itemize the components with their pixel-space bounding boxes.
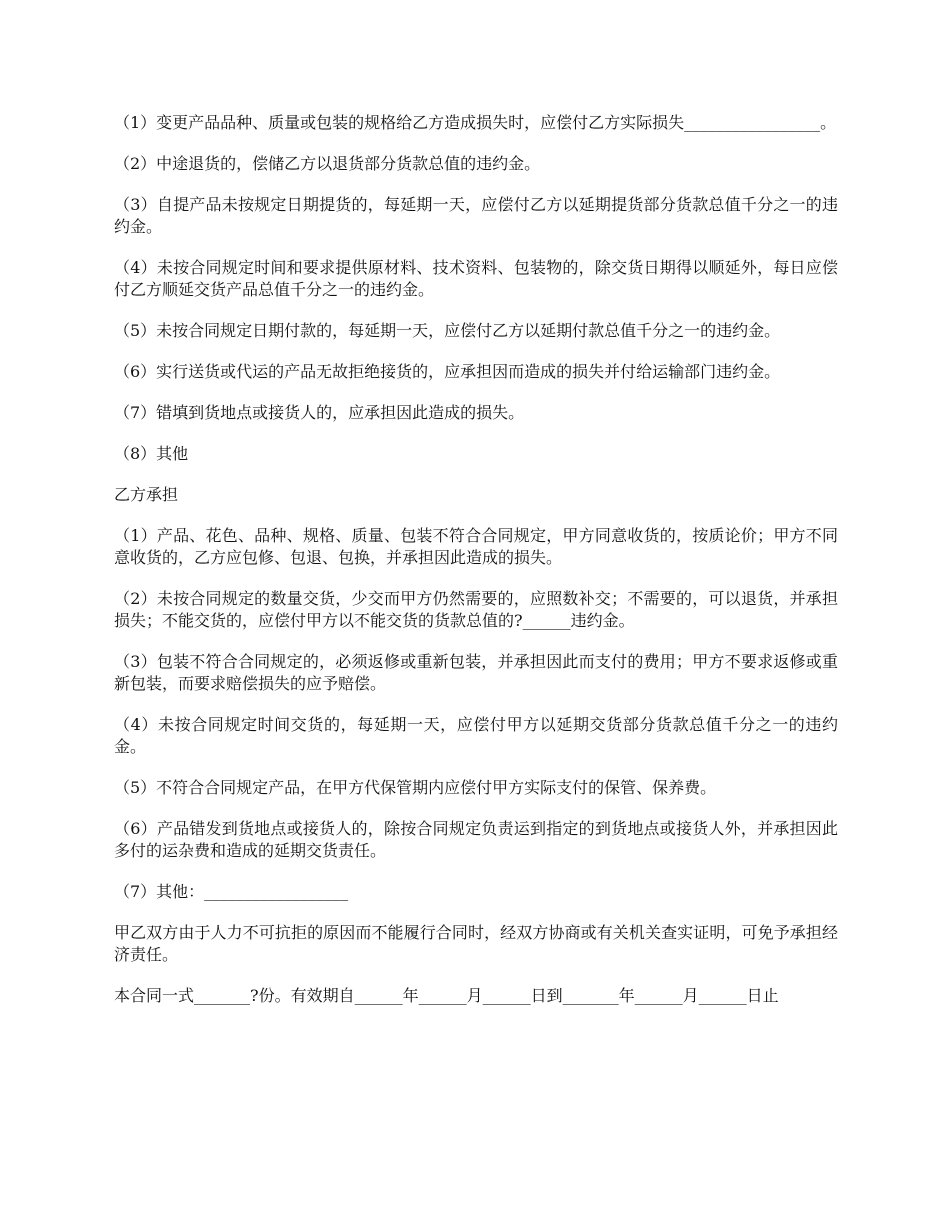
paragraph-party-a-7: （7）错填到货地点或接货人的，应承担因此造成的损失。 <box>114 403 525 422</box>
paragraph-party-a-2: （2）中途退货的，偿储乙方以退货部分货款总值的违约金。 <box>114 154 541 173</box>
paragraph-party-a-1: （1）变更产品品种、质量或包装的规格给乙方造成损失时，应偿付乙方实际损失_________________。 <box>114 113 837 132</box>
paragraph-party-b-5: （5）不符合合同规定产品，在甲方代保管期内应偿付甲方实际支付的保管、保养费。 <box>114 778 717 797</box>
paragraph-party-a-4: （4）未按合同规定时间和要求提供原材料、技术资料、包装物的，除交货日期得以顺延外，每日应偿付乙方顺延交货产品总值千分之一的违约金。 <box>114 258 838 299</box>
contract-page <box>114 112 838 1026</box>
paragraph-party-a-8: （8）其他 <box>114 444 189 463</box>
section-heading-party-b: 乙方承担 <box>114 485 179 504</box>
paragraph-force-majeure: 甲乙双方由于人力不可抗拒的原因而不能履行合同时，经双方协商或有关机关查实证明，可免予承担经济责任。 <box>114 923 838 964</box>
paragraph-contract-term: 本合同一式_______?份。有效期自______年______月______日到_______年______月______日止 <box>114 986 779 1005</box>
paragraph-party-b-4: （4）未按合同规定时间交货的，每延期一天，应偿付甲方以延期交货部分货款总值千分之一的违约金。 <box>114 715 838 756</box>
paragraph-party-b-6: （6）产品错发到货地点或接货人的，除按合同规定负责运到指定的到货地点或接货人外，并承担因此多付的运杂费和造成的延期交货责任。 <box>114 819 838 860</box>
paragraph-party-a-5: （5）未按合同规定日期付款的，每延期一天，应偿付乙方以延期付款总值千分之一的违约金。 <box>114 321 781 340</box>
paragraph-party-a-3: （3）自提产品未按规定日期提货的，每延期一天，应偿付乙方以延期提货部分货款总值千分之一的违约金。 <box>114 195 838 236</box>
paragraph-party-b-7: （7）其他：__________________ <box>114 882 349 901</box>
paragraph-party-b-3: （3）包装不符合合同规定的，必须返修或重新包装，并承担因此而支付的费用；甲方不要求返修或重新包装，而要求赔偿损失的应予赔偿。 <box>114 652 838 693</box>
paragraph-party-b-1: （1）产品、花色、品种、规格、质量、包装不符合合同规定，甲方同意收货的，按质论价；甲方不同意收货的，乙方应包修、包退、包换，并承担因此造成的损失。 <box>114 526 838 567</box>
paragraph-party-b-2: （2）未按合同规定的数量交货，少交而甲方仍然需要的，应照数补交；不需要的，可以退货，并承担损失；不能交货的，应偿付甲方以不能交货的货款总值的?______违约金。 <box>114 589 838 630</box>
paragraph-party-a-6: （6）实行送货或代运的产品无故拒绝接货的，应承担因而造成的损失并付给运输部门违约金。 <box>114 362 781 381</box>
